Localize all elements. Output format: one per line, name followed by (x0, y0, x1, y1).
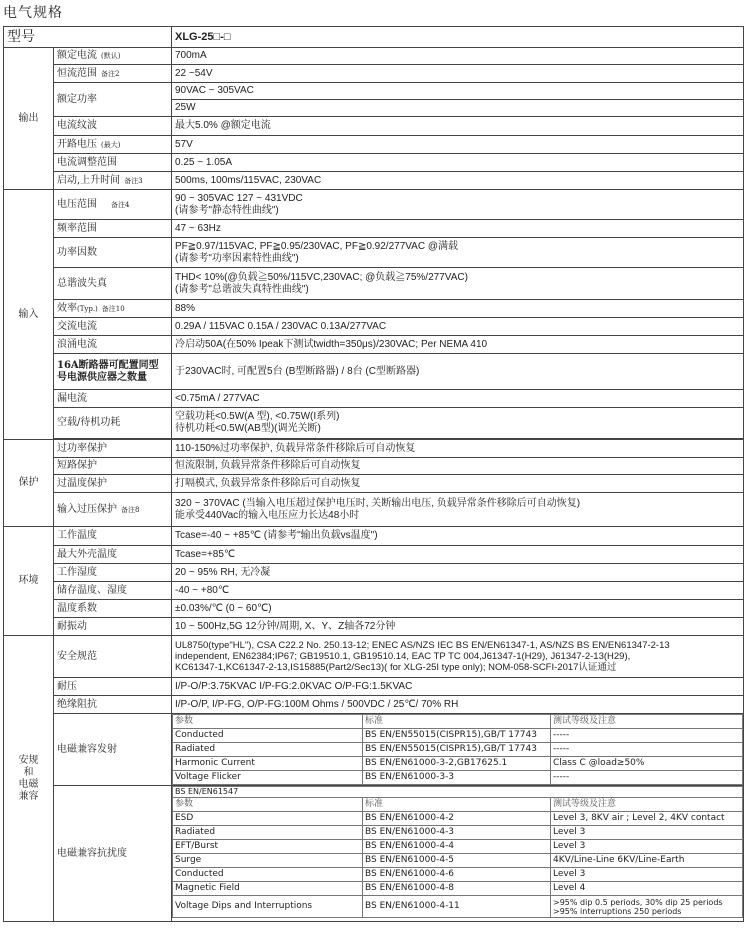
spec-row (4, 154, 744, 172)
table-row: Radiated BS EN/EN61000-4-3 Level 3 (173, 826, 743, 840)
spec-row (4, 336, 744, 354)
row-value: -40 ~ +80℃ (172, 582, 744, 600)
row-value: THD< 10%(@负载≧50%/115VC,230VAC; @负载≧75%/277VAC) (请参考"总谐波失真特性曲线") (172, 268, 744, 300)
row-value: 空载功耗<0.5W(A 型), <0.75W(I系列) 待机功耗<0.5W(AB型)(调光关断) (172, 408, 744, 439)
row-label: 漏电流 (54, 390, 172, 408)
row-label: 最大外壳温度 (54, 546, 172, 564)
row-value: 22 ~54V (172, 65, 744, 83)
spec-row (4, 678, 744, 696)
spec-row (4, 268, 744, 300)
table-row: Radiated BS EN/EN55015(CISPR15),GB/T 17743 ----- (173, 743, 743, 757)
table-row: Surge BS EN/EN61000-4-5 4KV/Line-Line 6KV/Line-Earth (173, 854, 743, 868)
row-value: 20 ~ 95% RH, 无冷凝 (172, 564, 744, 582)
row-label: 启动,上升时间 备注3 (54, 172, 172, 190)
row-label: 电磁兼容发射 (54, 714, 172, 786)
spec-row (4, 48, 744, 65)
emission-table (172, 714, 743, 785)
spec-row (4, 65, 744, 83)
table-row: ESD BS EN/EN61000-4-2 Level 3, 8KV air ; Level 2, 4KV contact (173, 812, 743, 826)
row-label: 过温度保护 (54, 475, 172, 493)
row-label: 温度系数 (54, 600, 172, 618)
table-header: 参数 标准 测试等级及注意 (173, 715, 743, 729)
row-value: 于230VAC时, 可配置5台 (B型断路器) / 8台 (C型断路器) (172, 354, 744, 390)
row-label: 储存温度、湿度 (54, 582, 172, 600)
model-value: XLG-25□-□ (172, 27, 744, 48)
spec-row (4, 714, 744, 786)
row-label: 浪涌电流 (54, 336, 172, 354)
row-label: 电流纹波 (54, 117, 172, 136)
row-value: UL8750(type"HL"), CSA C22.2 No. 250.13-12; ENEC AS/NZS IEC BS EN/EN61347-1, AS/NZS BS EN/EN61347-2-13 independent, EN62384;IP67; GB19510.1, GB19510.14, EAC TP TC 004,J61347-1(H29), J61347-2-13(H29), KC61347-1,KC61347-2-13,IS15885(Part2/Sec13)( for XLG-25I type only); NOM-058-SCFI-2017认证通过 (172, 636, 744, 678)
table-row: EFT/Burst BS EN/EN61000-4-4 Level 3 (173, 840, 743, 854)
row-label: 耐压 (54, 678, 172, 696)
spec-row (4, 220, 744, 238)
spec-row (4, 564, 744, 582)
row-value: 90VAC ~ 305VAC (172, 83, 744, 100)
row-value: 90 ~ 305VAC 127 ~ 431VDC (请参考"静态特性曲线") (172, 190, 744, 220)
category-environment: 环境 (4, 527, 54, 636)
immunity-standard: BS EN/EN61547 (172, 786, 743, 797)
row-value: 500ms, 100ms/115VAC, 230VAC (172, 172, 744, 190)
spec-row (4, 458, 744, 475)
row-value: 320 ~ 370VAC (当输入电压超过保护电压时, 关断输出电压, 负载异常条件移除后可自动恢复) 能承受440Vac的输入电压应力长达48小时 (172, 493, 744, 527)
row-value: 10 ~ 500Hz,5G 12分钟/周期, X、Y、Z轴各72分钟 (172, 618, 744, 636)
row-label: 16A断路器可配置同型 号电源供应器之数量 (54, 354, 172, 390)
row-label: 过功率保护 (54, 440, 172, 458)
spec-row (4, 440, 744, 458)
page-title: 电气规格 (3, 5, 63, 21)
row-label: 工作温度 (54, 527, 172, 546)
row-value: 110-150%过功率保护, 负载异常条件移除后可自动恢复 (172, 440, 744, 458)
row-value: 冷启动50A(在50% Ipeak下测试twidth=350μs)/230VAC; Per NEMA 410 (172, 336, 744, 354)
spec-row (4, 190, 744, 220)
row-label: 安全规范 (54, 636, 172, 678)
row-label: 工作湿度 (54, 564, 172, 582)
row-label: 额定功率 (54, 83, 172, 117)
spec-row (4, 172, 744, 190)
spec-row (4, 475, 744, 493)
row-value: 25W (172, 100, 744, 117)
row-label: 电流调整范围 (54, 154, 172, 172)
emission-cell (172, 714, 744, 786)
model-row (4, 27, 744, 48)
row-label: 空载/待机功耗 (54, 408, 172, 439)
spec-row (4, 582, 744, 600)
row-value: 700mA (172, 48, 744, 65)
row-label: 短路保护 (54, 458, 172, 475)
row-label: 总谐波失真 (54, 268, 172, 300)
spec-row (4, 493, 744, 527)
spec-row (4, 600, 744, 618)
row-value: I/P-O/P:3.75KVAC I/P-FG:2.0KVAC O/P-FG:1.5KVAC (172, 678, 744, 696)
row-label: 效率(Typ.) 备注10 (54, 300, 172, 318)
spec-table (3, 26, 744, 922)
category-output: 输出 (4, 48, 54, 190)
category-protection: 保护 (4, 440, 54, 527)
table-row: Harmonic Current BS EN/EN61000-3-2,GB17625.1 Class C @load≥50% (173, 757, 743, 771)
row-label: 输入过压保护 备注8 (54, 493, 172, 527)
row-value: 0.29A / 115VAC 0.15A / 230VAC 0.13A/277VAC (172, 318, 744, 336)
spec-row (4, 238, 744, 268)
row-value: ±0.03%/℃ (0 ~ 60℃) (172, 600, 744, 618)
row-label: 电压范围 备注4 (54, 190, 172, 220)
row-value: 恒流限制, 负载异常条件移除后可自动恢复 (172, 458, 744, 475)
spec-row (4, 318, 744, 336)
table-row: Conducted BS EN/EN61000-4-6 Level 3 (173, 868, 743, 882)
row-value: 88% (172, 300, 744, 318)
category-input: 输入 (4, 190, 54, 440)
spec-row (4, 527, 744, 546)
row-label: 耐振动 (54, 618, 172, 636)
row-value: <0.75mA / 277VAC (172, 390, 744, 408)
spec-row (4, 636, 744, 678)
row-value: I/P-O/P, I/P-FG, O/P-FG:100M Ohms / 500VDC / 25℃/ 70% RH (172, 696, 744, 714)
row-label: 额定电流 (默认) (54, 48, 172, 65)
spec-row (4, 354, 744, 390)
spec-row (4, 696, 744, 714)
model-label: 型号 (4, 27, 172, 48)
spec-row (4, 786, 744, 922)
immunity-cell (172, 786, 744, 922)
spec-row (4, 117, 744, 136)
row-label: 恒流范围 备注2 (54, 65, 172, 83)
spec-row (4, 546, 744, 564)
row-label: 功率因数 (54, 238, 172, 268)
row-label: 开路电压 (最大) (54, 136, 172, 154)
category-safety-emc: 安规 和 电磁 兼容 (4, 636, 54, 922)
row-label: 电磁兼容抗扰度 (54, 786, 172, 922)
row-value: 最大5.0% @额定电流 (172, 117, 744, 136)
table-row: Conducted BS EN/EN55015(CISPR15),GB/T 17743 ----- (173, 729, 743, 743)
table-row: Voltage Flicker BS EN/EN61000-3-3 ----- (173, 771, 743, 785)
spec-row (4, 390, 744, 408)
row-label: 交流电流 (54, 318, 172, 336)
spec-row (4, 136, 744, 154)
row-value: PF≧0.97/115VAC, PF≧0.95/230VAC, PF≧0.92/277VAC @满载 (请参考"功率因素特性曲线") (172, 238, 744, 268)
row-value: 57V (172, 136, 744, 154)
spec-row (4, 83, 744, 100)
immunity-table (172, 797, 743, 918)
row-value: Tcase=+85℃ (172, 546, 744, 564)
spec-row (4, 300, 744, 318)
row-value: 打嗝模式, 负载异常条件移除后可自动恢复 (172, 475, 744, 493)
table-header: 参数 标准 测试等级及注意 (173, 798, 743, 812)
table-row: Voltage Dips and Interruptions BS EN/EN61000-4-11 >95% dip 0.5 periods, 30% dip 25 periods >95% interruptions 250 periods (173, 896, 743, 918)
row-value: 0.25 ~ 1.05A (172, 154, 744, 172)
row-label: 频率范围 (54, 220, 172, 238)
spec-row (4, 618, 744, 636)
table-row: Magnetic Field BS EN/EN61000-4-8 Level 4 (173, 882, 743, 896)
spec-row (4, 408, 744, 439)
row-value: 47 ~ 63Hz (172, 220, 744, 238)
row-label: 绝缘阻抗 (54, 696, 172, 714)
row-value: Tcase=-40 ~ +85℃ (请参考"输出负载vs温度") (172, 527, 744, 546)
